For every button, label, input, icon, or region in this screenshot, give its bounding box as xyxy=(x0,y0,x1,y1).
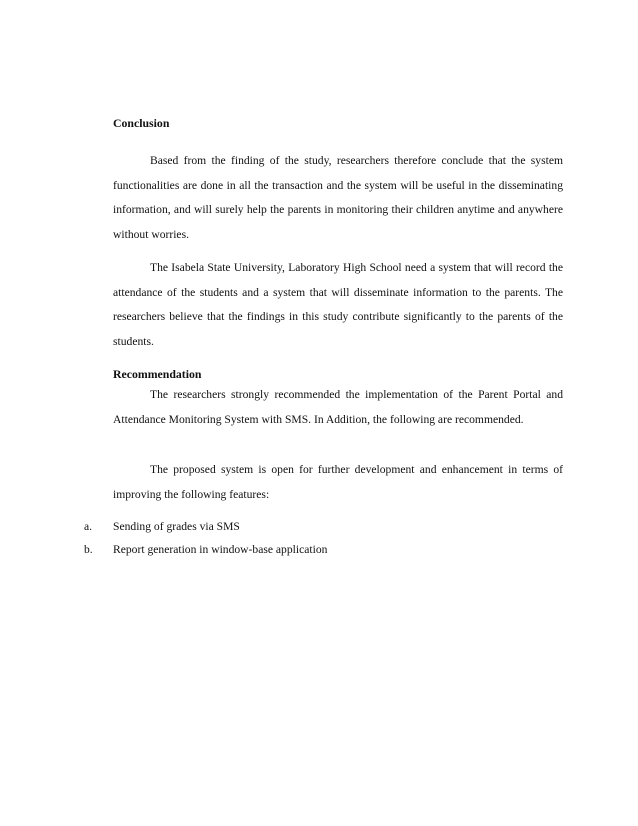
feature-list xyxy=(84,515,327,561)
recommendation-paragraph-2: The proposed system is open for further development and enhancement in terms of improving the following features: xyxy=(113,463,563,501)
conclusion-heading: Conclusion xyxy=(113,116,170,130)
list-item xyxy=(84,515,327,538)
list-item xyxy=(84,538,327,561)
recommendation-heading: Recommendation xyxy=(113,367,202,381)
list-item-text: Report generation in window-base application xyxy=(113,543,328,556)
recommendation-paragraph-1: The researchers strongly recommended the implementation of the Parent Portal and Attendance Monitoring System with SMS. In Addition, the following are recommended. xyxy=(113,388,563,426)
list-item-text: Sending of grades via SMS xyxy=(113,520,240,533)
conclusion-paragraph-2: The Isabela State University, Laboratory High School need a system that will record the attendance of the students and a system that will disseminate information to the parents. The researchers believe that the findings in this study contribute significantly to the parents of the students. xyxy=(113,261,563,348)
list-marker: b. xyxy=(84,543,93,556)
conclusion-paragraph-1: Based from the finding of the study, researchers therefore conclude that the system functionalities are done in all the transaction and the system will be useful in the disseminating information, and will surely help the parents in monitoring their children anytime and anywhere without worries. xyxy=(113,154,563,241)
list-marker: a. xyxy=(84,520,93,533)
